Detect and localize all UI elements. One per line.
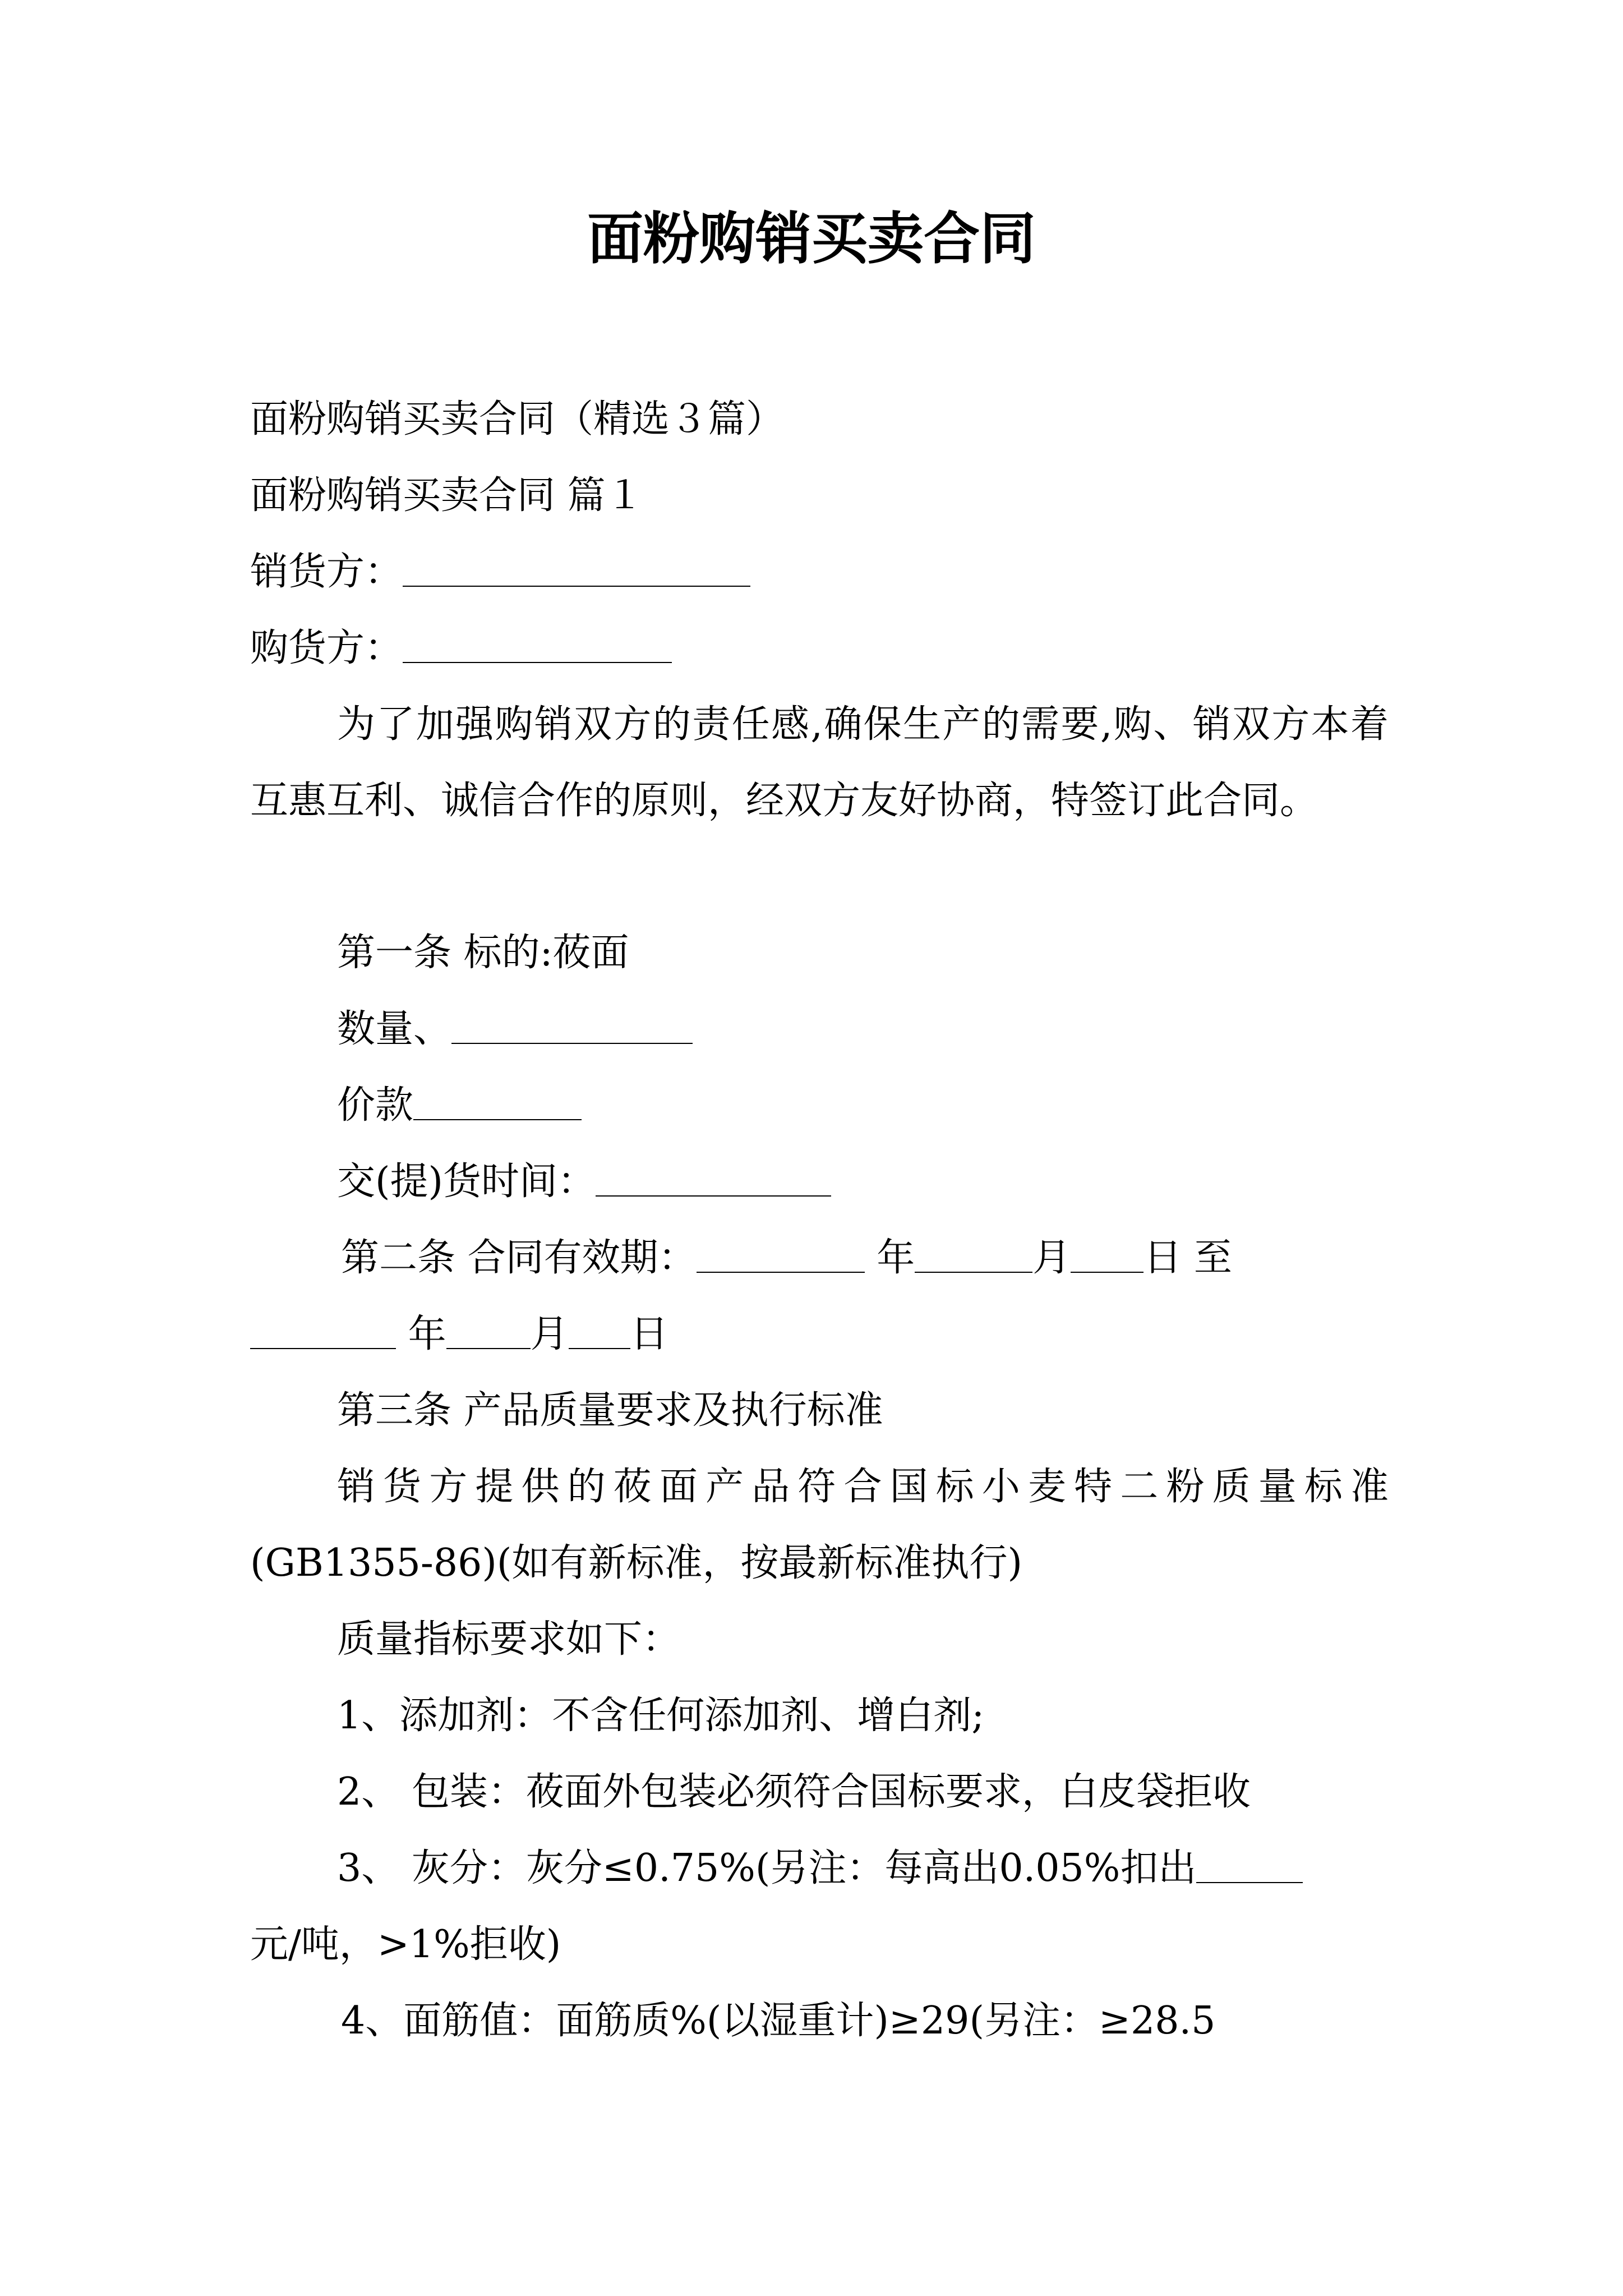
month-label: 月 <box>1032 1236 1071 1280</box>
article-2-end <box>250 1296 1389 1373</box>
intro-paragraph: 为了加强购销双方的责任感,确保生产的需要,购、销双方本着互惠互利、诚信合作的原则，经双方友好协商，特签订此合同。 <box>250 702 1389 823</box>
article-1: 第一条 标的:莜面 <box>337 931 629 975</box>
delivery-line <box>337 1144 1476 1220</box>
to-label: 至 <box>1193 1236 1232 1280</box>
seller-blank <box>403 585 750 587</box>
price-blank <box>413 1119 582 1120</box>
year-label: 年 <box>877 1236 915 1280</box>
item-3 <box>337 1830 1476 1907</box>
day-label: 日 <box>1144 1236 1182 1280</box>
article-2-label: 第二条 合同有效期： <box>341 1236 697 1280</box>
item-4: 4、面筋值：面筋质%(以湿重计)≥29(另注：≥28.5 <box>341 1999 1216 2043</box>
item-3-blank <box>1196 1881 1303 1883</box>
price-line <box>337 1068 1476 1144</box>
quantity-line <box>337 991 1476 1068</box>
subtitle-line: 面粉购销买卖合同（精选３篇） <box>250 397 785 441</box>
end-year-label: 年 <box>408 1312 446 1356</box>
requirements-heading: 质量指标要求如下： <box>337 1617 681 1662</box>
buyer-line <box>250 610 1389 687</box>
article-3: 第三条 产品质量要求及执行标准 <box>337 1388 883 1433</box>
item-3-cont: 元/吨，>1%拒收) <box>250 1922 561 1967</box>
item-3-text: 3、 灰分：灰分≤0.75%(另注：每高出0.05%扣出 <box>337 1846 1197 1890</box>
page-title: 面粉购销买卖合同 <box>587 205 1036 272</box>
seller-line <box>250 534 1389 610</box>
price-label: 价款 <box>337 1083 414 1128</box>
article-2 <box>341 1220 1479 1296</box>
delivery-label: 交(提)货时间： <box>337 1159 596 1204</box>
delivery-blank <box>596 1195 831 1197</box>
seller-label: 销货方： <box>250 550 403 594</box>
start-month-blank <box>915 1271 1032 1273</box>
item-2: 2、 包装：莜面外包装必须符合国标要求，白皮袋拒收 <box>337 1770 1251 1814</box>
standard-paragraph: 销货方提供的莜面产品符合国标小麦特二粉质量标准(GB1355-86)(如有新标准，按最新标准执行) <box>250 1465 1389 1585</box>
start-year-blank <box>697 1271 865 1273</box>
buyer-label: 购货方： <box>250 626 403 670</box>
end-month-label: 月 <box>530 1312 569 1356</box>
end-day-label: 日 <box>630 1312 668 1356</box>
end-day-blank <box>569 1347 630 1349</box>
end-year-blank <box>250 1347 396 1349</box>
buyer-blank <box>403 661 672 663</box>
end-month-blank <box>446 1347 531 1349</box>
item-1: 1、添加剂：不含任何添加剂、增白剂; <box>337 1694 985 1738</box>
quantity-blank <box>451 1042 693 1044</box>
quantity-label: 数量、 <box>337 1007 452 1051</box>
section-heading: 面粉购销买卖合同 篇１ <box>250 473 644 518</box>
start-day-blank <box>1071 1271 1144 1273</box>
